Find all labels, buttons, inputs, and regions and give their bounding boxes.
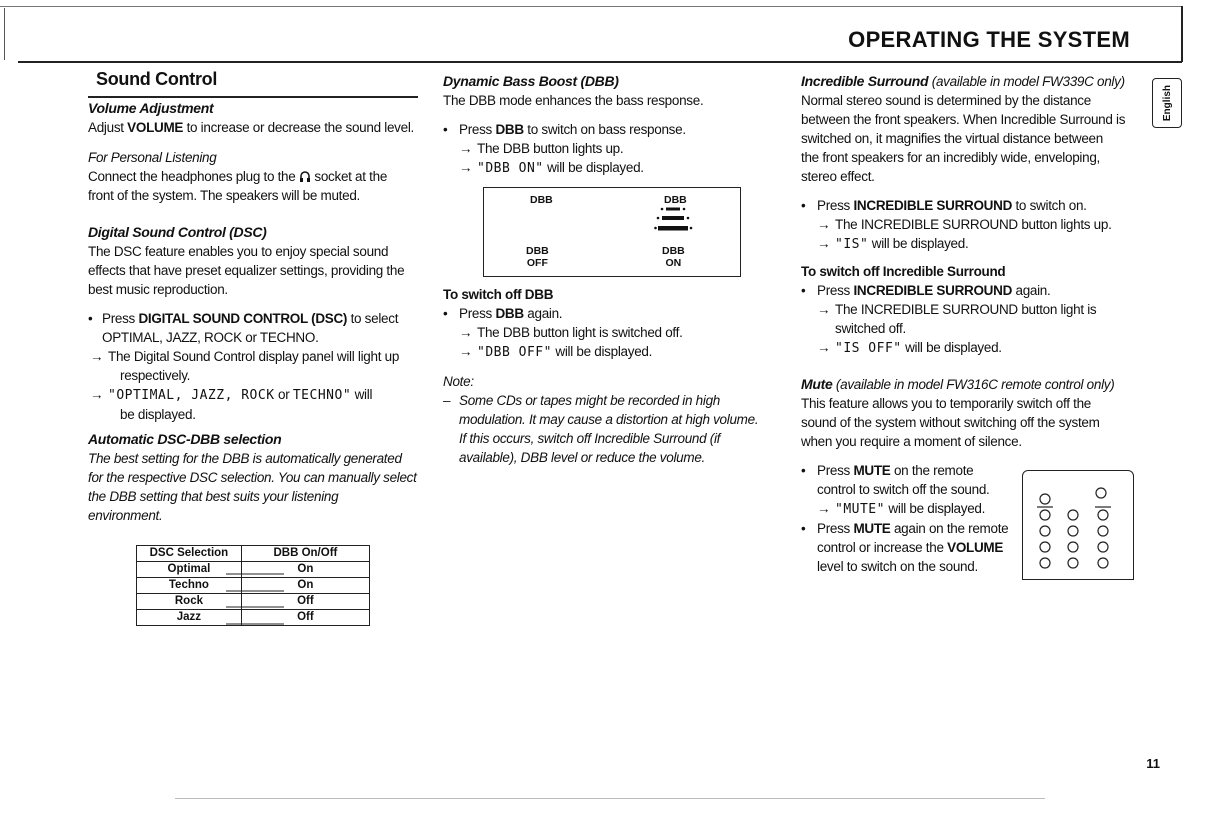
left-column	[88, 70, 428, 525]
mute-para-1: This feature allows you to temporarily switch off the	[801, 396, 1091, 411]
arrow-icon: →	[459, 160, 473, 175]
bottom-scan-line	[175, 798, 1045, 799]
page-number: 11	[1146, 756, 1160, 771]
dsc-arrow-1-line2: respectively.	[120, 368, 191, 383]
top-rule	[0, 6, 1182, 7]
section-title-underline	[88, 96, 418, 98]
dsc-bullet: • Press DIGITAL SOUND CONTROL (DSC) to select	[88, 309, 428, 328]
mute-bullet-1-line2: control to switch off the sound.	[817, 482, 990, 497]
is-para-3: switched on, it magnifies the virtual distance between	[801, 131, 1103, 146]
is-off-bullet: • Press INCREDIBLE SURROUND again.	[801, 281, 1146, 300]
dbb-off-bullet: • Press DBB again.	[443, 304, 773, 323]
dbb-off-arrow-1: → The DBB button light is switched off.	[459, 325, 683, 340]
note-line-2: modulation. It may cause a distortion at high volume.	[459, 412, 759, 427]
arrow-icon: →	[90, 349, 104, 364]
dbb-off-heading: To switch off DBB	[443, 287, 554, 302]
auto-para-1: The best setting for the DBB is automatically generated	[88, 451, 402, 466]
volume-heading: Volume Adjustment	[88, 100, 214, 116]
dbb-off-top-label: DBB	[530, 194, 553, 206]
language-tab	[1152, 78, 1182, 128]
is-arrow-1: → The INCREDIBLE SURROUND button lights up.	[817, 217, 1112, 232]
dbb-on-top-label: DBB	[664, 194, 687, 206]
auto-heading: Automatic DSC-DBB selection	[88, 431, 282, 447]
dbb-off-arrow-2: → "DBB OFF" will be displayed.	[459, 344, 653, 360]
auto-para-4: environment.	[88, 508, 163, 523]
mute-bullet-1: • Press MUTE on the remote	[801, 461, 1146, 480]
table-cell: Optimal	[137, 562, 242, 578]
auto-para-3: the DBB setting that best suits your listening	[88, 489, 339, 504]
note-line-1: – Some CDs or tapes might be recorded in high	[443, 393, 720, 408]
is-arrow-2: → "IS" will be displayed.	[817, 236, 969, 252]
arrow-icon: →	[817, 302, 831, 317]
arrow-icon: →	[459, 344, 473, 359]
table-cell: On	[241, 562, 369, 578]
is-para-1: Normal stereo sound is determined by the distance	[801, 93, 1091, 108]
mute-arrow: → "MUTE" will be displayed.	[817, 501, 986, 517]
dsc-heading: Digital Sound Control (DSC)	[88, 224, 267, 240]
headphones-icon	[299, 170, 311, 183]
dbb-intro: The DBB mode enhances the bass response.	[443, 93, 704, 108]
arrow-icon: →	[817, 236, 831, 251]
language-tab-label: English	[1161, 84, 1173, 122]
table-header-row	[137, 546, 370, 562]
dbb-level-icon	[654, 206, 694, 236]
table-cell: Techno	[137, 578, 242, 594]
is-heading: Incredible Surround (available in model FW339C only)	[801, 73, 1125, 89]
dsc-bullet-line2: OPTIMAL, JAZZ, ROCK or TECHNO.	[102, 330, 319, 345]
table-cell: Rock	[137, 594, 242, 610]
dbb-off-label: DBB OFF	[526, 245, 549, 269]
dsc-para-3: best music reproduction.	[88, 282, 228, 297]
is-para-2: between the front speakers. When Incredible Surround is	[801, 112, 1126, 127]
arrow-icon: →	[817, 340, 831, 355]
is-off-heading: To switch off Incredible Surround	[801, 264, 1006, 279]
arrow-icon: →	[459, 141, 473, 156]
header-rule	[18, 61, 1182, 63]
remote-control-illustration	[1022, 470, 1134, 580]
mute-bullet-2-line3: level to switch on the sound.	[817, 559, 978, 574]
is-bullet: • Press INCREDIBLE SURROUND to switch on.	[801, 196, 1146, 215]
dsc-arrow-1: → The Digital Sound Control display panel will light up	[90, 349, 400, 364]
table-header: DBB On/Off	[241, 546, 369, 562]
personal-text-2: front of the system. The speakers will be muted.	[88, 188, 360, 203]
table-cell: Off	[241, 594, 369, 610]
volume-text: Adjust VOLUME to increase or decrease the sound level.	[88, 120, 414, 135]
table-header: DSC Selection	[137, 546, 242, 562]
personal-text: Connect the headphones plug to the socket at the	[88, 169, 388, 184]
dsc-para-2: effects that have preset equalizer settings, providing the	[88, 263, 405, 278]
mute-para-2: sound of the system without switching off the system	[801, 415, 1100, 430]
dsc-arrow-2: → "OPTIMAL, JAZZ, ROCK or TECHNO" will	[90, 387, 373, 403]
table-cell: Off	[241, 610, 369, 626]
dbb-on-label: DBB ON	[662, 245, 685, 269]
dbb-bullet: • Press DBB to switch on bass response.	[443, 120, 773, 139]
is-off-arrow-2: → "IS OFF" will be displayed.	[817, 340, 1002, 356]
mute-para-3: when you require a moment of silence.	[801, 434, 1022, 449]
table-cell: Jazz	[137, 610, 242, 626]
dbb-heading: Dynamic Bass Boost (DBB)	[443, 73, 619, 89]
mute-bullet-2: • Press MUTE again on the remote	[801, 519, 1146, 538]
table-cell: On	[241, 578, 369, 594]
is-off-arrow-1-line2: switched off.	[835, 321, 906, 336]
personal-heading: For Personal Listening	[88, 150, 217, 165]
middle-column-lower	[443, 285, 773, 467]
is-para-4: the front speakers for an incredibly wide, enveloping,	[801, 150, 1100, 165]
dbb-arrow-2: → "DBB ON" will be displayed.	[459, 160, 644, 176]
dash-icon: –	[443, 393, 451, 408]
arrow-icon: →	[459, 325, 473, 340]
note-label: Note:	[443, 374, 474, 389]
mute-heading: Mute (available in model FW316C remote control only)	[801, 376, 1115, 392]
arrow-icon: →	[817, 501, 831, 516]
middle-column	[443, 72, 773, 178]
is-para-5: stereo effect.	[801, 169, 875, 184]
note-line-3: If this occurs, switch off Incredible Surround (if	[459, 431, 721, 446]
dsc-arrow-2-line2: be displayed.	[120, 407, 196, 422]
is-off-arrow-1: → The INCREDIBLE SURROUND button light is	[817, 302, 1097, 317]
auto-para-2: for the respective DSC selection. You can manually select	[88, 470, 417, 485]
right-frame-line	[1181, 6, 1183, 62]
arrow-icon: →	[817, 217, 831, 232]
mute-bullet-2-line2: control or increase the VOLUME	[817, 540, 1004, 555]
arrow-icon: →	[90, 387, 104, 402]
page-title: OPERATING THE SYSTEM	[848, 27, 1130, 52]
remote-buttons-icon	[1023, 471, 1133, 579]
table-link-arrows	[224, 564, 304, 634]
section-title: Sound Control	[96, 69, 218, 89]
left-margin-mark	[4, 8, 5, 60]
note-line-4: available), DBB level or reduce the volume.	[459, 450, 705, 465]
dbb-display-diagram	[483, 187, 741, 277]
dbb-arrow-1: → The DBB button lights up.	[459, 141, 624, 156]
dsc-para-1: The DSC feature enables you to enjoy special sound	[88, 244, 389, 259]
